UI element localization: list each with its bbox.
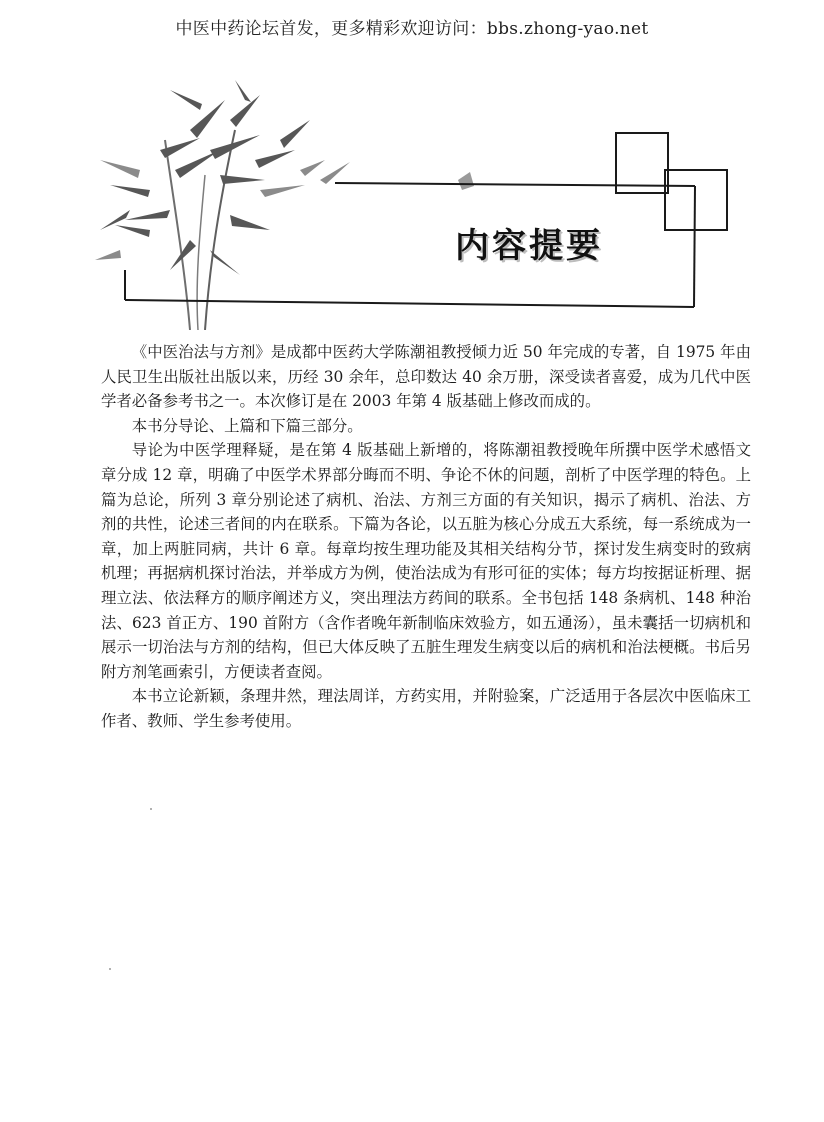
title-frame <box>125 133 727 307</box>
header-graphic <box>0 0 824 330</box>
summary-body <box>101 340 751 734</box>
bamboo-illustration <box>95 80 474 330</box>
forum-watermark: 中医中药论坛首发，更多精彩欢迎访问：bbs.zhong-yao.net <box>175 19 649 39</box>
paragraph-intro: 《中医治法与方剂》是成都中医药大学陈潮祖教授倾力近 50 年完成的专著，自 1975 年由人民卫生出版社出版以来，历经 30 余年，总印数达 40 余万册，深受读者喜爱，成为几代中医学者必备参考书之一。本次修订是在 2003 年第 4 版基础上修改而成的。 <box>101 343 751 411</box>
paragraph-structure: 本书分导论、上篇和下篇三部分。 <box>131 416 363 435</box>
scan-speck <box>150 808 152 810</box>
scan-speck <box>109 968 111 970</box>
paragraph-details: 导论为中医学理释疑，是在第 4 版基础上新增的，将陈潮祖教授晚年所撰中医学术感悟文章分成 12 章，明确了中医学术界部分晦而不明、争论不休的问题，剖析了中医学理的特色。上篇为总论，所列 3 章分别论述了病机、治法、方剂三方面的有关知识，揭示了病机、治法、方剂的共性，论述三者间的内在联系。下篇为各论，以五脏为核心分成五大系统，每一系统成为一章，加上两脏同病，共计 6 章。每章均按生理功能及其相关结构分节，探讨发生病变时的致病机理；再据病机探讨治法，并举成方为例，使治法成为有形可征的实体；每方均按据证析理、据理立法、依法释方的顺序阐述方义，突出理法方药间的联系。全书包括 148 条病机、148 种治法、623 首正方、190 首附方（含作者晚年新制临床效验方，如五通汤），虽未囊括一切病机和展示一切治法与方剂的结构，但已大体反映了五脏生理发生病变以后的病机和治法梗概。书后另附方剂笔画索引，方便读者查阅。 <box>101 441 751 681</box>
paragraph-audience: 本书立论新颖，条理井然，理法周详，方药实用，并附验案，广泛适用于各层次中医临床工作者、教师、学生参考使用。 <box>101 687 751 730</box>
page-title: 内容提要 <box>455 226 603 266</box>
